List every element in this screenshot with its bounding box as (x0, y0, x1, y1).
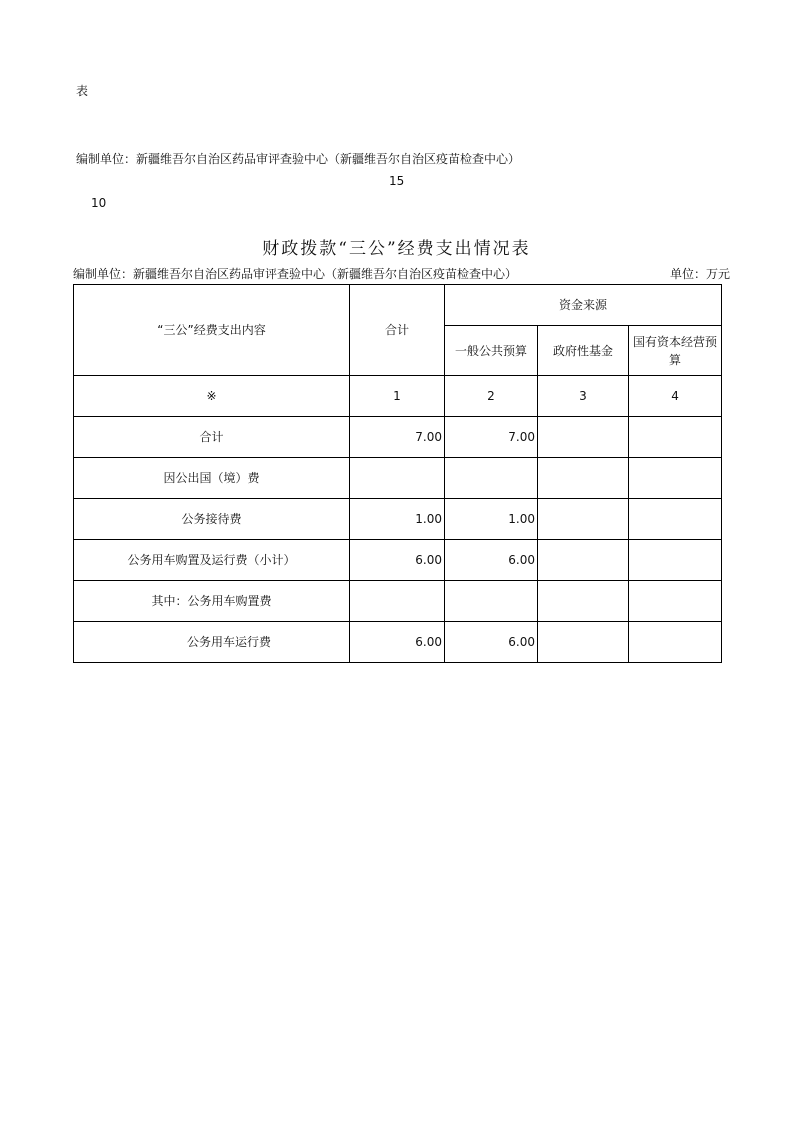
col-header-total: 合计 (350, 285, 445, 376)
top-label: 表 (76, 84, 89, 98)
row-state-capital (629, 540, 722, 581)
row-label: 合计 (74, 417, 350, 458)
unit-label: 单位：万元 (670, 267, 731, 281)
row-gov-fund (538, 622, 629, 663)
row-state-capital (629, 458, 722, 499)
index-cell: ※ (74, 376, 350, 417)
row-gov-fund (538, 499, 629, 540)
table-row (74, 458, 722, 499)
row-total: 7.00 (350, 417, 445, 458)
unit-line-top: 编制单位：新疆维吾尔自治区药品审评查验中心（新疆维吾尔自治区疫苗检查中心） (76, 152, 521, 166)
col-header-state-capital: 国有资本经营预算 (629, 326, 722, 376)
row-general-budget: 6.00 (445, 622, 538, 663)
row-state-capital (629, 622, 722, 663)
page-number-10: 10 (91, 196, 107, 210)
index-cell: 3 (538, 376, 629, 417)
index-cell: 1 (350, 376, 445, 417)
table-row (74, 622, 722, 663)
table-row (74, 581, 722, 622)
row-general-budget: 7.00 (445, 417, 538, 458)
table-row (74, 417, 722, 458)
row-general-budget: 6.00 (445, 540, 538, 581)
col-header-gov-fund: 政府性基金 (538, 326, 629, 376)
row-gov-fund (538, 581, 629, 622)
row-total: 1.00 (350, 499, 445, 540)
row-label: 公务用车购置及运行费（小计） (74, 540, 350, 581)
compiling-unit: 编制单位：新疆维吾尔自治区药品审评查验中心（新疆维吾尔自治区疫苗检查中心） (73, 267, 518, 281)
row-label: 其中：公务用车购置费 (74, 581, 350, 622)
table-row (74, 540, 722, 581)
row-label: 公务接待费 (74, 499, 350, 540)
row-gov-fund (538, 458, 629, 499)
row-total (350, 581, 445, 622)
row-state-capital (629, 499, 722, 540)
row-state-capital (629, 417, 722, 458)
index-row (74, 376, 722, 417)
index-cell: 4 (629, 376, 722, 417)
three-public-expenses-table (73, 284, 722, 663)
page-number-15: 15 (389, 174, 405, 188)
col-header-general-budget: 一般公共预算 (445, 326, 538, 376)
row-label: 因公出国（境）费 (74, 458, 350, 499)
row-general-budget: 1.00 (445, 499, 538, 540)
table-title: 财政拨款“三公”经费支出情况表 (262, 239, 531, 259)
row-label: 公务用车运行费 (74, 622, 350, 663)
row-state-capital (629, 581, 722, 622)
index-cell: 2 (445, 376, 538, 417)
header-row-1 (74, 285, 722, 326)
row-total: 6.00 (350, 540, 445, 581)
row-gov-fund (538, 540, 629, 581)
row-total: 6.00 (350, 622, 445, 663)
row-gov-fund (538, 417, 629, 458)
row-general-budget (445, 458, 538, 499)
row-general-budget (445, 581, 538, 622)
row-total (350, 458, 445, 499)
col-header-item: “三公”经费支出内容 (74, 285, 350, 376)
col-header-funding-source: 资金来源 (445, 285, 722, 326)
table-row (74, 499, 722, 540)
